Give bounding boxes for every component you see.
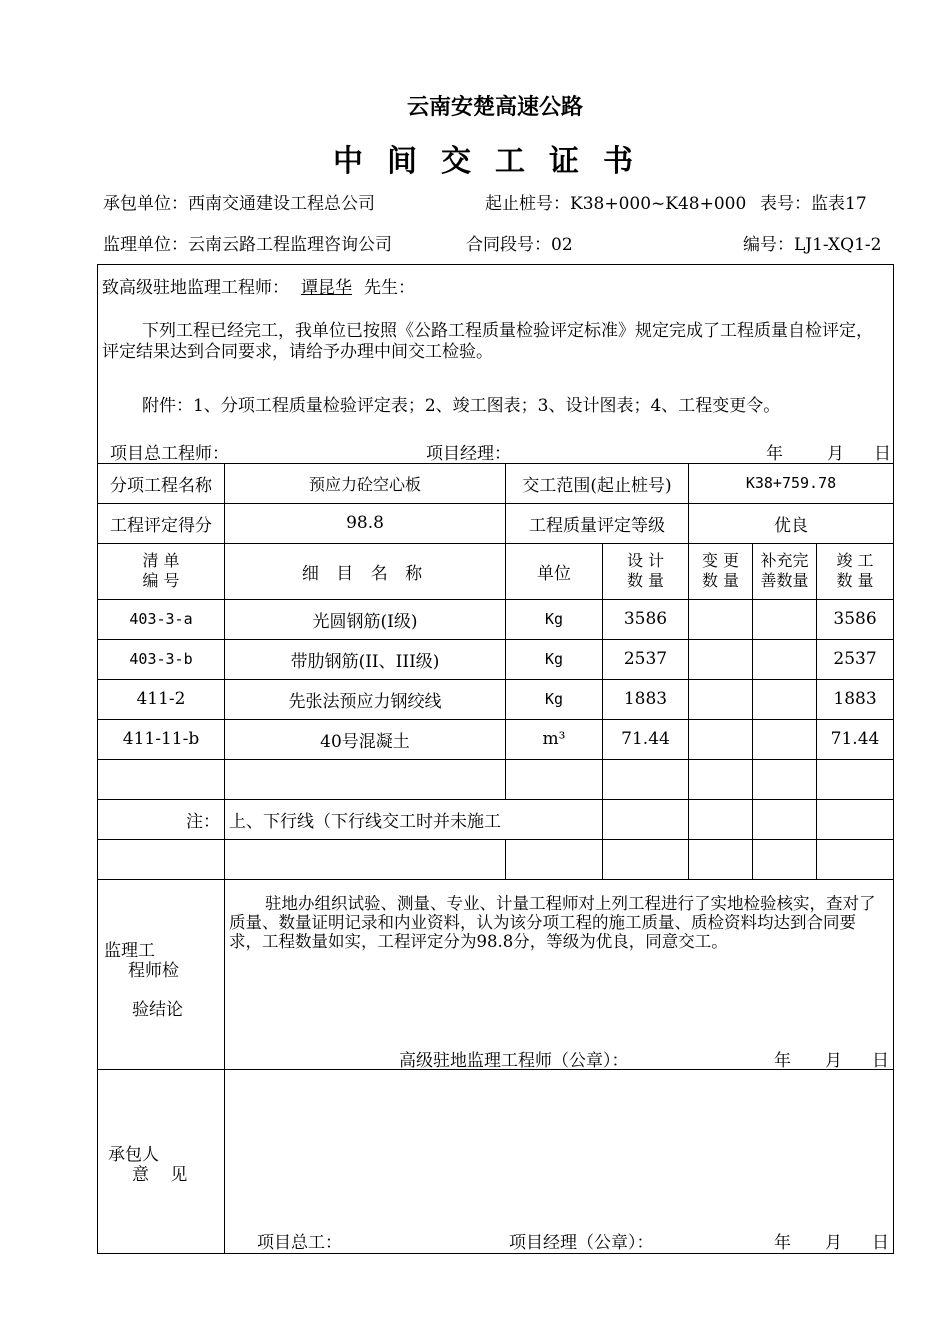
grade-value: 优良 xyxy=(689,503,894,543)
contractor-label: 承包人 意 见 xyxy=(98,1069,225,1253)
inspection-label: 监理工 程师检 验结论 xyxy=(98,879,225,1069)
date-month: 月 xyxy=(827,443,844,463)
col-final: 竣 工 数 量 xyxy=(817,543,894,599)
station-range: 起止桩号：K38+000~K48+000 xyxy=(485,194,747,214)
contractor-unit: 承包单位：西南交通建设工程总公司 xyxy=(103,194,375,214)
table-row: 411-11-b 40号混凝土 m³ 71.44 71.44 xyxy=(98,719,894,759)
table-row-empty xyxy=(98,839,894,879)
grade-label: 工程质量评定等级 xyxy=(506,503,689,543)
inspection-section: 监理工 程师检 验结论 驻地办组织试验、测量、专业、计量工程师对上列工程进行了实地检验核实，查对了质量、数量证明记录和内业资料，认为该分项工程的施工质量、质检资料均达到合同要求，工程数量如实，工程评定分为98.8分，等级为优良，同意交工。 高级驻地监理工程师（公章）： 年 月 日 xyxy=(98,879,894,1069)
table-row-empty xyxy=(98,759,894,799)
form-number: 表号：监表17 xyxy=(760,194,867,214)
col-unit: 单位 xyxy=(506,543,603,599)
item-name-value: 预应力砼空心板 xyxy=(225,463,506,503)
col-code: 清 单 编 号 xyxy=(98,543,225,599)
to-suffix: 先生： xyxy=(364,278,415,298)
col-supplement: 补充完 善数量 xyxy=(753,543,817,599)
note-text: 上、下行线（下行线交工时并未施工 xyxy=(225,799,603,839)
table-row: 411-2 先张法预应力钢绞线 Kg 1883 1883 xyxy=(98,679,894,719)
chief-engineer-label: 项目总工程师： xyxy=(110,443,229,463)
certificate-table xyxy=(97,264,894,1254)
inspection-signer: 高级驻地监理工程师（公章）： xyxy=(399,1051,629,1069)
score-value: 98.8 xyxy=(225,503,506,543)
table-row: 403-3-b 带肋钢筋(II、III级) Kg 2537 2537 xyxy=(98,639,894,679)
page-title: 云南安楚高速公路 xyxy=(406,94,583,120)
table-row: 403-3-a 光圆钢筋(I级) Kg 3586 3586 xyxy=(98,599,894,639)
col-design: 设 计 数 量 xyxy=(603,543,689,599)
intro-signature-row xyxy=(98,435,894,463)
range-label: 交工范围(起止桩号) xyxy=(506,463,689,503)
range-value: K38+759.78 xyxy=(689,463,894,503)
date-day: 日 xyxy=(874,443,891,463)
inspection-text: 驻地办组织试验、测量、专业、计量工程师对上列工程进行了实地检验核实，查对了质量、数量证明记录和内业资料，认为该分项工程的施工质量、质检资料均达到合同要求，工程数量如实，工程评定分为98.8分，等级为优良，同意交工。 xyxy=(229,894,876,951)
intro-paragraph: 下列工程已经完工，我单位已按照《公路工程质量检验评定标准》规定完成了工程质量自检评定，评定结果达到合同要求，请给予办理中间交工检验。 xyxy=(102,321,873,362)
engineer-name: 谭昆华 xyxy=(301,278,352,298)
contractor-chief: 项目总工： xyxy=(257,1233,342,1253)
column-header-row xyxy=(98,543,894,599)
col-change: 变 更 数 量 xyxy=(689,543,753,599)
item-name-label: 分项工程名称 xyxy=(98,463,225,503)
note-row xyxy=(98,799,894,839)
to-prefix: 致高级驻地监理工程师： xyxy=(102,278,289,298)
contract-section: 合同段号：02 xyxy=(466,235,573,255)
contractor-section: 承包人 意 见 项目总工： 项目经理（公章）： 年 月 日 xyxy=(98,1069,894,1253)
intro-section xyxy=(98,265,894,436)
document-title: 中间交工证书 xyxy=(333,144,657,179)
score-label: 工程评定得分 xyxy=(98,503,225,543)
date-year: 年 xyxy=(766,443,783,463)
serial-number: 编号：LJ1-XQ1-2 xyxy=(743,235,882,255)
note-label: 注： xyxy=(98,799,225,839)
contractor-manager: 项目经理（公章）： xyxy=(509,1233,654,1253)
col-name: 细 目 名 称 xyxy=(225,543,506,599)
attachments-text: 附件：1、分项工程质量检验评定表；2、竣工图表；3、设计图表；4、工程变更令。 xyxy=(142,396,781,416)
project-manager-label: 项目经理： xyxy=(426,443,511,463)
supervisor-unit: 监理单位：云南云路工程监理咨询公司 xyxy=(103,235,392,255)
